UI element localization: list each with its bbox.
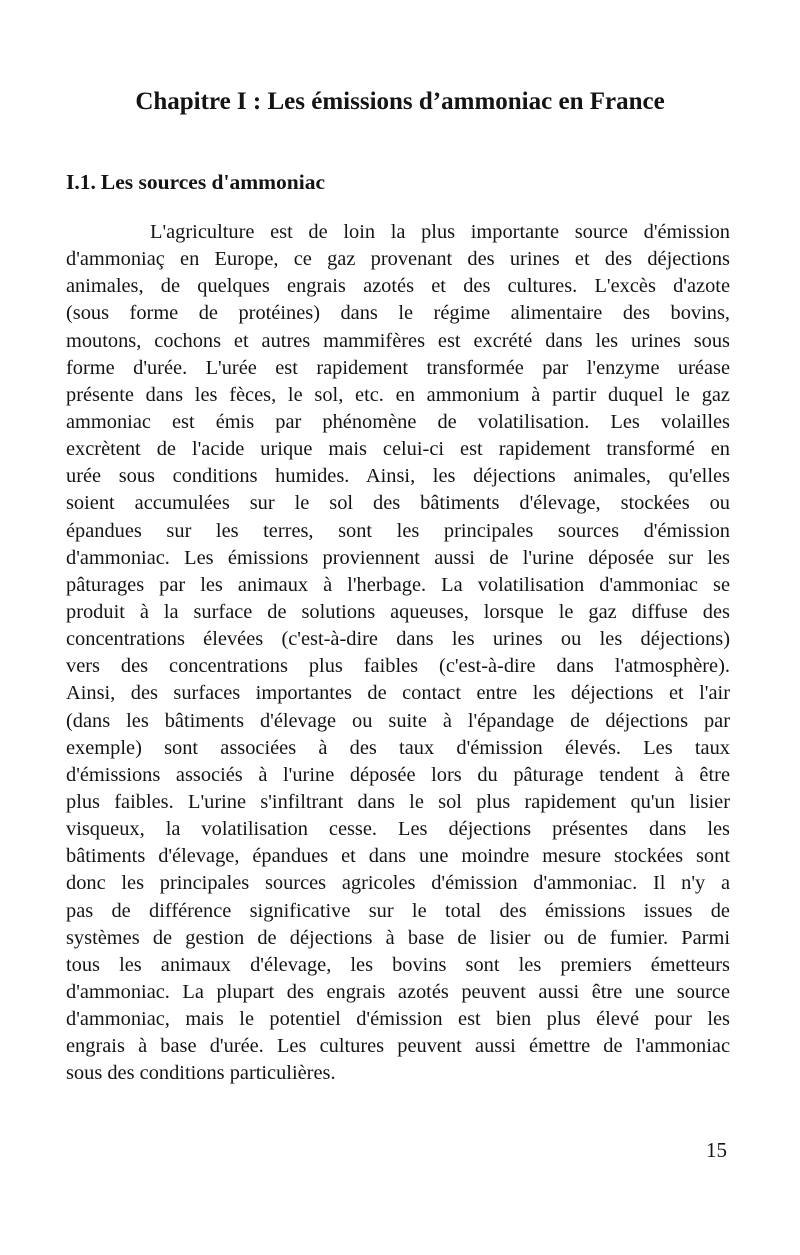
paragraph-line: sous des conditions particulières. (66, 1062, 336, 1085)
paragraph-line: d'émissions associés à l'urine déposée lors du pâturage tendent à être (66, 763, 730, 786)
paragraph-line: plus faibles. L'urine s'infiltrant dans le sol plus rapidement qu'un lisier (66, 790, 730, 813)
paragraph-line: (dans les bâtiments d'élevage ou suite à l'épandage de déjections par (66, 709, 730, 732)
paragraph-line: exemple) sont associées à des taux d'émission élevés. Les taux (66, 736, 730, 759)
paragraph-line: L'agriculture est de loin la plus importante source d'émission (150, 221, 730, 243)
paragraph-line: d'ammoniac. La plupart des engrais azotés peuvent aussi être une source (66, 980, 730, 1003)
paragraph-line: épandues sur les terres, sont les principales sources d'émission (66, 519, 730, 542)
paragraph-line: tous les animaux d'élevage, les bovins sont les premiers émetteurs (66, 953, 730, 976)
paragraph-line: forme d'urée. L'urée est rapidement transformée par l'enzyme uréase (66, 356, 730, 379)
section-heading (66, 167, 325, 197)
paragraph-line: ammoniac est émis par phénomène de volatilisation. Les volailles (66, 410, 730, 433)
page-number: 15 (706, 1138, 727, 1162)
paragraph-line: excrètent de l'acide urique mais celui-ci est rapidement transformé en (66, 438, 730, 461)
body-paragraph (66, 219, 730, 1088)
paragraph-line: systèmes de gestion de déjections à base de lisier ou de fumier. Parmi (66, 926, 730, 949)
paragraph-line: animales, de quelques engrais azotés et des cultures. L'excès d'azote (66, 275, 730, 298)
section-number: I.1. (66, 170, 96, 194)
paragraph-line: soient accumulées sur le sol des bâtiments d'élevage, stockées ou (66, 492, 730, 515)
chapter-title: Chapitre I : Les émissions d’ammoniac en France (135, 88, 665, 115)
paragraph-line: urée sous conditions humides. Ainsi, les déjections animales, qu'elles (66, 465, 730, 488)
paragraph-line: pas de différence significative sur le total des émissions issues de (66, 899, 730, 922)
paragraph-line: d'ammoniac. Les émissions proviennent aussi de l'urine déposée sur les (66, 546, 730, 569)
paragraph-line: concentrations élevées (c'est-à-dire dans les urines ou les déjections) (66, 628, 730, 651)
paragraph-line: d'ammoniac, mais le potentiel d'émission est bien plus élevé pour les (66, 1008, 730, 1031)
section-title: Les sources d'ammoniac (100, 170, 326, 194)
paragraph-line: donc les principales sources agricoles d'émission d'ammoniac. Il n'y a (66, 872, 730, 895)
paragraph-line: (sous forme de protéines) dans le régime alimentaire des bovins, (66, 302, 730, 325)
paragraph-line: présente dans les fèces, le sol, etc. en ammonium à partir duquel le gaz (66, 383, 730, 406)
paragraph-line: vers des concentrations plus faibles (c'est-à-dire dans l'atmosphère). (66, 655, 730, 678)
paragraph-line: visqueux, la volatilisation cesse. Les déjections présentes dans les (66, 818, 730, 841)
paragraph-line: moutons, cochons et autres mammifères est excrété dans les urines sous (66, 329, 730, 352)
paragraph-line: Ainsi, des surfaces importantes de contact entre les déjections et l'air (66, 682, 730, 705)
paragraph-line: d'ammoniaç en Europe, ce gaz provenant des urines et des déjections (66, 248, 730, 271)
paragraph-line: engrais à base d'urée. Les cultures peuvent aussi émettre de l'ammoniac (66, 1035, 730, 1058)
paragraph-line: pâturages par les animaux à l'herbage. La volatilisation d'ammoniac se (66, 573, 730, 596)
paragraph-line: bâtiments d'élevage, épandues et dans une moindre mesure stockées sont (66, 845, 730, 868)
paragraph-line: produit à la surface de solutions aqueuses, lorsque le gaz diffuse des (66, 600, 730, 623)
